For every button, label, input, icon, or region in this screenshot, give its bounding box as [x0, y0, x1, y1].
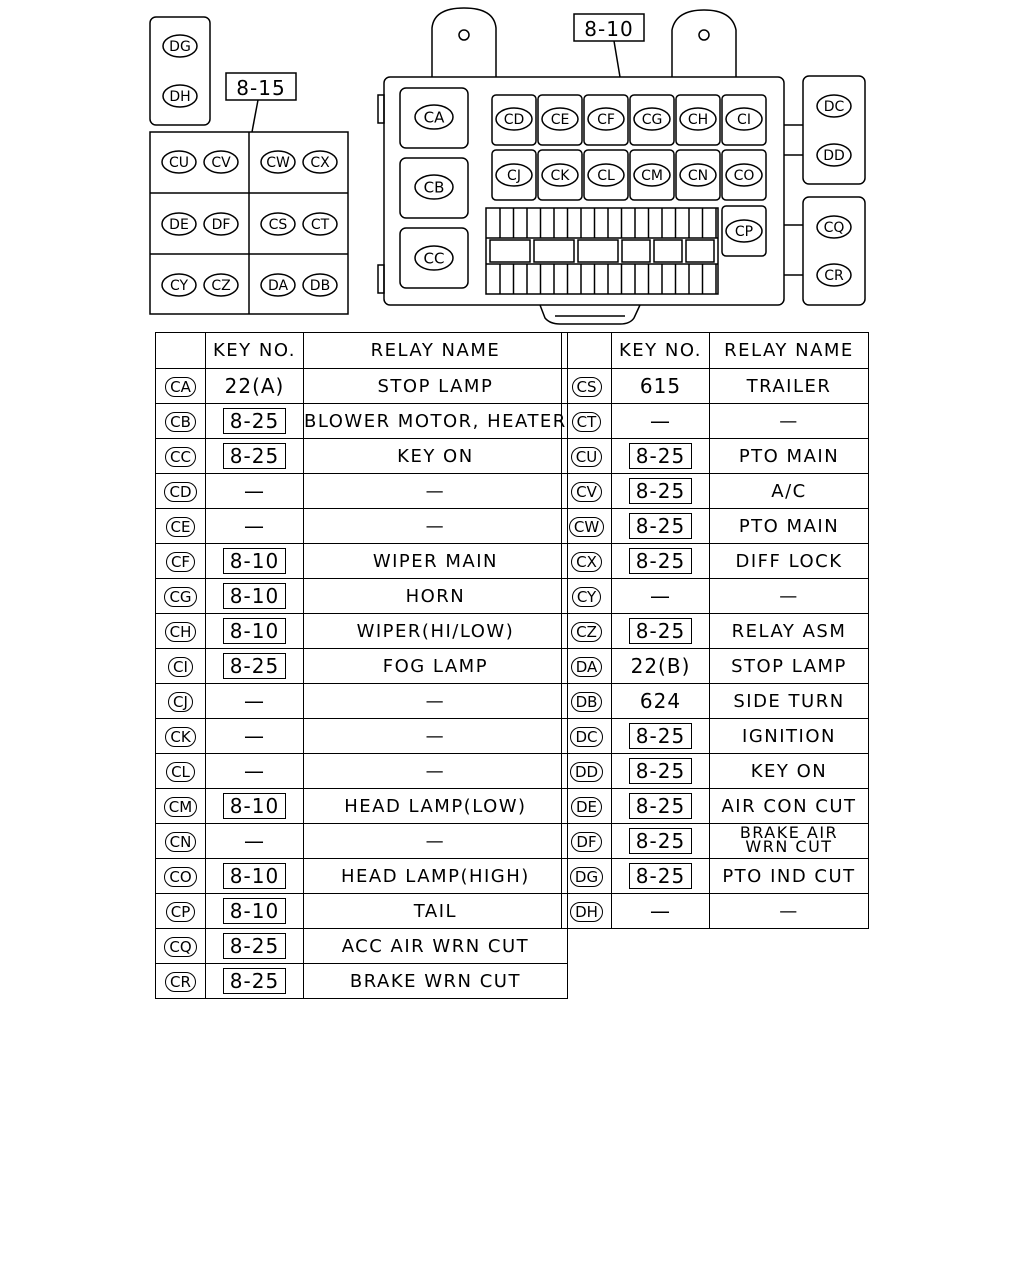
relay-code-cell: [562, 474, 612, 509]
relay-socket-label-cl: CL: [597, 168, 615, 185]
relay-code-cell: [156, 929, 206, 964]
relay-socket-label-cx: CX: [310, 155, 330, 172]
key-no-cell: [612, 544, 710, 579]
relay-name-cell: [710, 789, 869, 824]
relay-code-cell: [156, 404, 206, 439]
key-no: 8-25: [223, 653, 286, 679]
key-no: 8-10: [223, 548, 286, 574]
relay-name-cell: [710, 894, 869, 929]
relay-socket-label-cy: CY: [169, 278, 189, 295]
relay-table-left: [155, 332, 568, 999]
relay-code: CI: [168, 657, 193, 677]
relay-code-cell: [156, 754, 206, 789]
relay-name-cell: [710, 614, 869, 649]
key-no: —: [650, 584, 671, 608]
relay-name: ACC AIR WRN CUT: [341, 935, 530, 957]
relay-name: BRAKE AIR WRN CUT: [739, 822, 839, 856]
relay-code-cell: [562, 754, 612, 789]
relay-name: —: [425, 690, 446, 712]
relay-code-cell: [156, 964, 206, 999]
relay-name: TRAILER: [746, 375, 832, 397]
header-key-no: KEY NO.: [206, 333, 304, 369]
key-no: —: [650, 899, 671, 923]
table-row: [562, 789, 869, 824]
relay-code: DF: [571, 832, 601, 852]
relay-code-cell: [156, 509, 206, 544]
relay-name-cell: [710, 369, 869, 404]
relay-socket-label-cr: CR: [824, 268, 844, 285]
table-row: [156, 439, 568, 474]
relay-name: HEAD LAMP(HIGH): [341, 865, 530, 887]
table-row: [156, 824, 568, 859]
table-row: [562, 824, 869, 859]
relay-code-cell: [156, 544, 206, 579]
table-row: [156, 544, 568, 579]
relay-name-cell: [304, 929, 568, 964]
relay-name: WIPER(HI/LOW): [356, 620, 515, 642]
relay-code-cell: [156, 474, 206, 509]
relay-name: KEY ON: [750, 760, 828, 782]
bottom-connector: [540, 305, 640, 324]
key-no: 22(B): [630, 654, 691, 678]
table-row: [562, 404, 869, 439]
key-no-cell: [612, 369, 710, 404]
relay-socket-label-cf: CF: [597, 112, 615, 129]
key-no: —: [244, 514, 265, 538]
relay-socket-label-cd: CD: [503, 112, 525, 129]
relay-code: DA: [571, 657, 603, 677]
side-box-top-outline: [150, 17, 210, 125]
relay-name-cell: [304, 509, 568, 544]
key-no: —: [244, 479, 265, 503]
key-no-cell: [612, 719, 710, 754]
relay-code: CQ: [164, 937, 196, 957]
relay-table-right: [561, 332, 869, 929]
key-no-cell: [612, 684, 710, 719]
mount-ear-left: [432, 8, 496, 77]
relay-socket-label-dg: DG: [169, 39, 191, 56]
key-no-cell: [612, 824, 710, 859]
relay-socket-label-dh: DH: [169, 89, 191, 106]
relay-name: BLOWER MOTOR, HEATER: [304, 410, 567, 432]
relay-name-cell: [304, 579, 568, 614]
relay-name-cell: [710, 684, 869, 719]
key-no-cell: [206, 649, 304, 684]
relay-code-cell: [156, 789, 206, 824]
relay-name-cell: [304, 369, 568, 404]
relay-name: KEY ON: [397, 445, 474, 467]
relay-socket-label-ce: CE: [550, 112, 570, 129]
relay-name-cell: [710, 579, 869, 614]
relay-code: DH: [570, 902, 603, 922]
relay-code-cell: [156, 719, 206, 754]
relay-socket-label-cv: CV: [211, 155, 231, 172]
relay-code-cell: [156, 894, 206, 929]
key-no: 8-25: [223, 443, 286, 469]
key-no: —: [244, 759, 265, 783]
relay-code: DD: [570, 762, 603, 782]
relay-code-cell: [156, 614, 206, 649]
ref-label-8-10: 8-10: [584, 17, 634, 41]
key-no: 8-10: [223, 583, 286, 609]
key-no: 8-25: [223, 933, 286, 959]
key-no: 615: [639, 374, 682, 398]
relay-code: CN: [165, 832, 197, 852]
table-row: [156, 369, 568, 404]
relay-code: CF: [166, 552, 195, 572]
key-no: 8-25: [223, 968, 286, 994]
relay-code-cell: [156, 369, 206, 404]
table-row: [156, 649, 568, 684]
key-no-cell: [206, 369, 304, 404]
relay-socket-label-de: DE: [169, 217, 189, 234]
key-no: 624: [639, 689, 682, 713]
relay-code: CH: [165, 622, 197, 642]
table-row: [562, 894, 869, 929]
key-no: 8-25: [629, 478, 692, 504]
relay-name: DIFF LOCK: [735, 550, 843, 572]
relay-code: CA: [165, 377, 196, 397]
table-header-row: [156, 333, 568, 369]
relay-name: PTO MAIN: [738, 445, 840, 467]
key-no-cell: [612, 404, 710, 439]
relay-socket-label-cb: CB: [423, 178, 445, 197]
key-no-cell: [206, 929, 304, 964]
relay-code: CO: [164, 867, 196, 887]
relay-name: HEAD LAMP(LOW): [344, 795, 527, 817]
key-no: 8-25: [629, 548, 692, 574]
relay-code-cell: [562, 579, 612, 614]
relay-code-cell: [562, 719, 612, 754]
relay-code-cell: [562, 509, 612, 544]
relay-name: —: [779, 585, 799, 607]
relay-code: DG: [570, 867, 603, 887]
key-no-cell: [206, 404, 304, 439]
table-row: [156, 404, 568, 439]
key-no: —: [244, 829, 265, 853]
relay-socket-label-cn: CN: [687, 168, 709, 185]
relay-code: DC: [570, 727, 602, 747]
key-no: 8-10: [223, 618, 286, 644]
relay-name-cell: [304, 964, 568, 999]
relay-code-cell: [156, 859, 206, 894]
relay-name: —: [425, 830, 446, 852]
key-no-cell: [206, 684, 304, 719]
relay-code-cell: [156, 649, 206, 684]
relay-name: TAIL: [413, 900, 458, 922]
relay-name-cell: [304, 684, 568, 719]
relay-code: CL: [166, 762, 195, 782]
table-row: [156, 614, 568, 649]
key-no: 8-10: [223, 898, 286, 924]
right-box-bottom-outline: [803, 197, 865, 305]
relay-code: CY: [572, 587, 601, 607]
relay-code: CG: [164, 587, 196, 607]
relay-name-cell: [304, 404, 568, 439]
relay-name: STOP LAMP: [731, 655, 847, 677]
relay-name-cell: [710, 439, 869, 474]
table-row: [562, 614, 869, 649]
table-row: [562, 754, 869, 789]
relay-code: CU: [571, 447, 602, 467]
relay-code: CB: [165, 412, 196, 432]
relay-code-cell: [562, 684, 612, 719]
relay-code: CX: [571, 552, 602, 572]
table-row: [156, 684, 568, 719]
relay-name-cell: [304, 649, 568, 684]
relay-code-cell: [562, 369, 612, 404]
key-no-cell: [206, 474, 304, 509]
relay-name: WIPER MAIN: [372, 550, 498, 572]
relay-name-cell: [710, 474, 869, 509]
mount-ear-right: [672, 10, 736, 77]
relay-name: BRAKE WRN CUT: [349, 970, 521, 992]
key-no: —: [244, 724, 265, 748]
table-row: [562, 859, 869, 894]
relay-socket-label-cp: CP: [734, 224, 754, 241]
relay-code-cell: [562, 544, 612, 579]
relay-name-cell: [304, 824, 568, 859]
key-no-cell: [612, 474, 710, 509]
key-no: 8-25: [629, 618, 692, 644]
relay-socket-label-ct: CT: [310, 217, 330, 234]
relay-name: —: [425, 480, 446, 502]
relay-code-cell: [156, 684, 206, 719]
relay-name-cell: [710, 719, 869, 754]
relay-name-cell: [304, 754, 568, 789]
relay-name-cell: [710, 649, 869, 684]
relay-name: —: [425, 725, 446, 747]
relay-code-cell: [562, 824, 612, 859]
relay-code-cell: [562, 439, 612, 474]
relay-code-cell: [156, 824, 206, 859]
table-row: [562, 439, 869, 474]
relay-code-cell: [562, 649, 612, 684]
key-no: 8-25: [629, 863, 692, 889]
relay-name: HORN: [405, 585, 466, 607]
relay-name: RELAY ASM: [731, 620, 847, 642]
relay-socket-label-cg: CG: [641, 112, 663, 129]
relay-name-cell: [304, 614, 568, 649]
relay-code: CK: [165, 727, 195, 747]
relay-code-cell: [156, 579, 206, 614]
table-row: [156, 719, 568, 754]
key-no-cell: [206, 824, 304, 859]
relay-name-cell: [304, 544, 568, 579]
relay-name-cell: [710, 544, 869, 579]
relay-code: CR: [165, 972, 196, 992]
table-row: [562, 474, 869, 509]
relay-socket-label-df: DF: [211, 217, 231, 234]
key-no: 8-25: [629, 443, 692, 469]
relay-code: DE: [571, 797, 602, 817]
header-code: [562, 333, 612, 369]
relay-code: CT: [572, 412, 602, 432]
key-no-cell: [612, 789, 710, 824]
key-no: —: [650, 409, 671, 433]
relay-socket-label-cw: CW: [266, 155, 290, 172]
relay-code-cell: [562, 404, 612, 439]
key-no-cell: [612, 579, 710, 614]
relay-socket-label-cq: CQ: [823, 220, 845, 237]
relay-name-cell: [710, 824, 869, 859]
key-no-cell: [206, 579, 304, 614]
table-row: [156, 859, 568, 894]
relay-name: STOP LAMP: [377, 375, 494, 397]
key-no: 8-10: [223, 863, 286, 889]
header-relay-name: RELAY NAME: [710, 333, 869, 369]
relay-socket-label-co: CO: [733, 168, 755, 185]
relay-socket-label-ci: CI: [737, 112, 751, 129]
relay-code: CW: [569, 517, 604, 537]
key-no: —: [244, 689, 265, 713]
relay-name-cell: [304, 474, 568, 509]
table-row: [156, 789, 568, 824]
relay-socket-label-ca: CA: [423, 108, 445, 127]
key-no: 8-25: [629, 793, 692, 819]
key-no-cell: [612, 509, 710, 544]
relay-code-cell: [562, 789, 612, 824]
relay-name: —: [779, 900, 799, 922]
relay-code: CV: [571, 482, 602, 502]
table-header-row: [562, 333, 869, 369]
relay-name: —: [779, 410, 799, 432]
key-no-cell: [206, 859, 304, 894]
relay-code-cell: [562, 614, 612, 649]
relay-name-cell: [304, 859, 568, 894]
key-no-cell: [206, 439, 304, 474]
table-row: [562, 684, 869, 719]
table-row: [156, 579, 568, 614]
table-row: [156, 474, 568, 509]
relay-name: FOG LAMP: [382, 655, 489, 677]
table-row: [562, 649, 869, 684]
relay-code: CS: [572, 377, 602, 397]
relay-socket-label-db: DB: [309, 278, 331, 295]
relay-code: CP: [166, 902, 196, 922]
key-no-cell: [612, 894, 710, 929]
key-no: 8-10: [223, 793, 286, 819]
table-row: [156, 754, 568, 789]
relay-socket-label-cm: CM: [641, 168, 663, 185]
relay-name-cell: [710, 754, 869, 789]
relay-name-cell: [304, 789, 568, 824]
relay-name-cell: [710, 404, 869, 439]
relay-name: PTO IND CUT: [722, 865, 856, 887]
key-no-cell: [206, 509, 304, 544]
relay-name: —: [425, 515, 446, 537]
relay-name-cell: [710, 859, 869, 894]
relay-name: —: [425, 760, 446, 782]
key-no-cell: [206, 964, 304, 999]
relay-code: CC: [165, 447, 196, 467]
relay-code-cell: [562, 859, 612, 894]
key-no-cell: [612, 649, 710, 684]
table-row: [562, 509, 869, 544]
table-row: [562, 579, 869, 614]
relay-code: CJ: [168, 692, 193, 712]
relay-name: IGNITION: [742, 725, 836, 747]
relay-socket-label-ch: CH: [687, 112, 709, 129]
relay-socket-label-cs: CS: [268, 217, 288, 234]
relay-code-cell: [562, 894, 612, 929]
key-no-cell: [612, 754, 710, 789]
key-no: 8-25: [223, 408, 286, 434]
relay-name: AIR CON CUT: [721, 795, 857, 817]
table-row: [156, 929, 568, 964]
table-row: [562, 719, 869, 754]
key-no-cell: [206, 614, 304, 649]
key-no-cell: [206, 894, 304, 929]
relay-name: PTO MAIN: [738, 515, 840, 537]
relay-code: CD: [164, 482, 196, 502]
key-no: 8-25: [629, 513, 692, 539]
table-row: [562, 369, 869, 404]
key-no-cell: [206, 754, 304, 789]
relay-name: SIDE TURN: [733, 690, 845, 712]
key-no-cell: [206, 719, 304, 754]
relay-code-cell: [156, 439, 206, 474]
relay-box-diagram: [0, 0, 1024, 330]
relay-name-cell: [304, 894, 568, 929]
header-code: [156, 333, 206, 369]
key-no-cell: [612, 614, 710, 649]
header-relay-name: RELAY NAME: [304, 333, 568, 369]
relay-socket-label-dc: DC: [823, 99, 845, 116]
key-no-cell: [206, 544, 304, 579]
key-no: 8-25: [629, 723, 692, 749]
relay-code: CZ: [571, 622, 602, 642]
key-no: 22(A): [224, 374, 285, 398]
key-no-cell: [612, 859, 710, 894]
relay-socket-label-cz: CZ: [211, 278, 231, 295]
header-key-no: KEY NO.: [612, 333, 710, 369]
relay-socket-label-cj: CJ: [507, 168, 521, 185]
key-no: 8-25: [629, 828, 692, 854]
relay-socket-label-dd: DD: [823, 148, 845, 165]
relay-name-cell: [304, 439, 568, 474]
ref-label-8-15: 8-15: [236, 76, 286, 100]
key-no-cell: [612, 439, 710, 474]
relay-code: DB: [571, 692, 603, 712]
relay-name-cell: [710, 509, 869, 544]
relay-socket-label-cu: CU: [168, 155, 190, 172]
key-no-cell: [206, 789, 304, 824]
table-row: [156, 509, 568, 544]
key-no: 8-25: [629, 758, 692, 784]
table-row: [156, 964, 568, 999]
relay-code: CM: [164, 797, 197, 817]
fuse-block: [486, 208, 718, 294]
relay-code: CE: [166, 517, 196, 537]
relay-socket-label-cc: CC: [423, 249, 445, 268]
table-row: [562, 544, 869, 579]
table-row: [156, 894, 568, 929]
right-box-top-outline: [803, 76, 865, 184]
relay-socket-label-ck: CK: [550, 168, 570, 185]
relay-socket-label-da: DA: [267, 278, 289, 295]
relay-name-cell: [304, 719, 568, 754]
relay-name: A/C: [771, 480, 807, 502]
